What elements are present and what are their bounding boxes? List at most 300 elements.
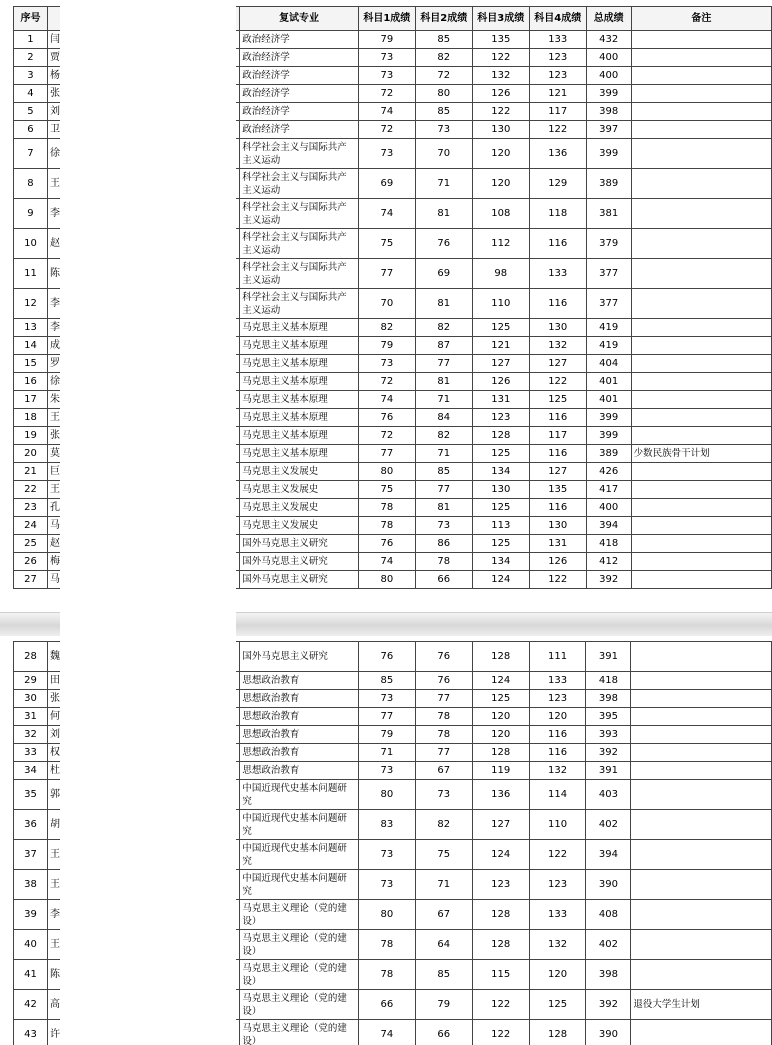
cell-note — [631, 85, 771, 103]
cell-total: 397 — [586, 121, 631, 139]
cell-s2: 73 — [415, 121, 472, 139]
cell-s2: 81 — [415, 499, 472, 517]
cell-s1: 73 — [358, 690, 415, 708]
cell-s1: 77 — [358, 708, 415, 726]
cell-s1: 80 — [358, 571, 415, 589]
cell-s3: 125 — [472, 535, 529, 553]
cell-note — [631, 1020, 772, 1045]
cell-s2: 85 — [415, 31, 472, 49]
cell-name: 田 — [47, 672, 118, 690]
cell-no: 4 — [14, 85, 48, 103]
header-cell-note: 备注 — [631, 7, 771, 31]
cell-note — [631, 642, 772, 672]
cell-no: 30 — [14, 690, 48, 708]
cell-s3: 136 — [472, 780, 529, 810]
cell-s3: 134 — [472, 463, 529, 481]
cell-s1: 73 — [358, 355, 415, 373]
cell-s2: 70 — [415, 139, 472, 169]
cell-s1: 73 — [358, 870, 415, 900]
cell-name: 徐 — [47, 373, 118, 391]
cell-s4: 133 — [529, 31, 586, 49]
cell-s3: 123 — [472, 409, 529, 427]
cell-total: 393 — [586, 726, 631, 744]
cell-s3: 122 — [472, 103, 529, 121]
cell-total: 381 — [586, 199, 631, 229]
header-cell-s1: 科目1成绩 — [358, 7, 415, 31]
cell-s1: 78 — [358, 517, 415, 535]
cell-s4: 122 — [529, 373, 586, 391]
cell-total: 390 — [586, 870, 631, 900]
cell-s1: 80 — [358, 900, 415, 930]
cell-s1: 70 — [358, 289, 415, 319]
cell-s4: 133 — [529, 259, 586, 289]
cell-total: 426 — [586, 463, 631, 481]
cell-s1: 73 — [358, 67, 415, 85]
cell-s1: 73 — [358, 762, 415, 780]
cell-s4: 123 — [529, 67, 586, 85]
cell-s4: 131 — [529, 535, 586, 553]
cell-total: 392 — [586, 744, 631, 762]
cell-s4: 116 — [529, 229, 586, 259]
cell-name: 王 — [47, 840, 118, 870]
cell-major: 国外马克思主义研究 — [240, 642, 359, 672]
cell-major: 思想政治教育 — [240, 762, 359, 780]
cell-no: 23 — [14, 499, 48, 517]
cell-s2: 77 — [415, 744, 472, 762]
cell-s1: 74 — [358, 391, 415, 409]
cell-name: 梅 — [47, 553, 118, 571]
cell-name: 闫 — [47, 31, 118, 49]
cell-no: 2 — [14, 49, 48, 67]
cell-major: 中国近现代史基本问题研究 — [240, 810, 359, 840]
cell-s1: 78 — [358, 960, 415, 990]
cell-name: 胡 — [47, 810, 118, 840]
cell-s3: 124 — [472, 840, 529, 870]
cell-name: 张 — [47, 85, 118, 103]
cell-note — [631, 391, 771, 409]
cell-s3: 135 — [472, 31, 529, 49]
cell-s3: 119 — [472, 762, 529, 780]
cell-name: 王 — [47, 930, 118, 960]
cell-total: 399 — [586, 85, 631, 103]
cell-s2: 64 — [415, 930, 472, 960]
cell-s1: 66 — [358, 990, 415, 1020]
cell-major: 中国近现代史基本问题研究 — [240, 870, 359, 900]
cell-s4: 130 — [529, 517, 586, 535]
cell-total: 412 — [586, 553, 631, 571]
cell-note — [631, 259, 771, 289]
cell-note — [631, 517, 771, 535]
cell-s1: 77 — [358, 445, 415, 463]
cell-s2: 69 — [415, 259, 472, 289]
cell-s3: 128 — [472, 900, 529, 930]
cell-s3: 113 — [472, 517, 529, 535]
cell-note — [631, 870, 772, 900]
cell-total: 402 — [586, 810, 631, 840]
cell-note — [631, 355, 771, 373]
cell-note — [631, 67, 771, 85]
cell-major: 马克思主义理论（党的建设） — [240, 990, 359, 1020]
header-cell-major: 复试专业 — [240, 7, 359, 31]
cell-s4: 127 — [529, 355, 586, 373]
cell-total: 377 — [586, 259, 631, 289]
cell-major: 思想政治教育 — [240, 672, 359, 690]
cell-s4: 123 — [529, 870, 586, 900]
cell-s1: 74 — [358, 1020, 415, 1045]
cell-s3: 132 — [472, 67, 529, 85]
cell-total: 399 — [586, 139, 631, 169]
cell-name: 马 — [47, 517, 118, 535]
cell-note — [631, 199, 771, 229]
cell-s4: 118 — [529, 199, 586, 229]
cell-major: 思想政治教育 — [240, 744, 359, 762]
cell-major: 马克思主义基本原理 — [240, 445, 359, 463]
cell-s2: 85 — [415, 103, 472, 121]
cell-s4: 126 — [529, 553, 586, 571]
header-cell-s2: 科目2成绩 — [415, 7, 472, 31]
cell-s3: 122 — [472, 1020, 529, 1045]
cell-total: 379 — [586, 229, 631, 259]
cell-no: 42 — [14, 990, 48, 1020]
cell-name: 王 — [47, 481, 118, 499]
cell-name: 刘 — [47, 103, 118, 121]
header-cell-no: 序号 — [14, 7, 48, 31]
cell-name: 杜 — [47, 762, 118, 780]
cell-total: 419 — [586, 337, 631, 355]
cell-s2: 75 — [415, 840, 472, 870]
cell-no: 27 — [14, 571, 48, 589]
cell-s4: 122 — [529, 571, 586, 589]
cell-no: 14 — [14, 337, 48, 355]
cell-s4: 136 — [529, 139, 586, 169]
cell-no: 22 — [14, 481, 48, 499]
redaction-mask — [60, 0, 236, 1045]
cell-total: 401 — [586, 373, 631, 391]
cell-note — [631, 409, 771, 427]
cell-s1: 79 — [358, 337, 415, 355]
cell-s4: 135 — [529, 481, 586, 499]
cell-s2: 67 — [415, 900, 472, 930]
cell-no: 40 — [14, 930, 48, 960]
cell-no: 18 — [14, 409, 48, 427]
cell-s2: 78 — [415, 726, 472, 744]
cell-s3: 125 — [472, 319, 529, 337]
cell-note — [631, 535, 771, 553]
cell-name: 刘 — [47, 726, 118, 744]
cell-major: 科学社会主义与国际共产主义运动 — [240, 289, 359, 319]
cell-s4: 123 — [529, 690, 586, 708]
cell-s3: 125 — [472, 690, 529, 708]
cell-s3: 120 — [472, 726, 529, 744]
cell-s1: 74 — [358, 553, 415, 571]
cell-no: 19 — [14, 427, 48, 445]
cell-s3: 122 — [472, 49, 529, 67]
cell-s3: 127 — [472, 810, 529, 840]
cell-no: 11 — [14, 259, 48, 289]
cell-no: 10 — [14, 229, 48, 259]
cell-s2: 67 — [415, 762, 472, 780]
cell-s4: 116 — [529, 289, 586, 319]
header-cell-total: 总成绩 — [586, 7, 631, 31]
cell-s4: 110 — [529, 810, 586, 840]
cell-s2: 72 — [415, 67, 472, 85]
cell-s1: 82 — [358, 319, 415, 337]
cell-note — [631, 169, 771, 199]
cell-s4: 121 — [529, 85, 586, 103]
cell-major: 科学社会主义与国际共产主义运动 — [240, 229, 359, 259]
cell-s3: 108 — [472, 199, 529, 229]
cell-s2: 82 — [415, 319, 472, 337]
cell-s1: 72 — [358, 427, 415, 445]
cell-total: 399 — [586, 427, 631, 445]
cell-s1: 76 — [358, 535, 415, 553]
cell-s4: 130 — [529, 319, 586, 337]
cell-s3: 126 — [472, 85, 529, 103]
cell-no: 3 — [14, 67, 48, 85]
cell-no: 6 — [14, 121, 48, 139]
cell-s4: 117 — [529, 427, 586, 445]
cell-name: 王 — [47, 409, 118, 427]
cell-s3: 120 — [472, 169, 529, 199]
cell-note — [631, 121, 771, 139]
cell-s2: 78 — [415, 708, 472, 726]
cell-s1: 72 — [358, 121, 415, 139]
cell-note — [631, 337, 771, 355]
cell-note — [631, 571, 771, 589]
cell-total: 391 — [586, 762, 631, 780]
cell-s4: 114 — [529, 780, 586, 810]
cell-note — [631, 672, 772, 690]
cell-s2: 71 — [415, 445, 472, 463]
cell-major: 政治经济学 — [240, 85, 359, 103]
cell-no: 39 — [14, 900, 48, 930]
cell-s1: 78 — [358, 930, 415, 960]
cell-note — [631, 427, 771, 445]
cell-no: 26 — [14, 553, 48, 571]
cell-note — [631, 690, 772, 708]
cell-s4: 120 — [529, 708, 586, 726]
cell-total: 390 — [586, 1020, 631, 1045]
cell-no: 17 — [14, 391, 48, 409]
cell-s2: 71 — [415, 169, 472, 199]
cell-major: 马克思主义发展史 — [240, 499, 359, 517]
cell-total: 389 — [586, 445, 631, 463]
cell-no: 9 — [14, 199, 48, 229]
cell-s4: 133 — [529, 672, 586, 690]
cell-s1: 76 — [358, 642, 415, 672]
cell-name: 张 — [47, 690, 118, 708]
cell-no: 12 — [14, 289, 48, 319]
cell-total: 432 — [586, 31, 631, 49]
cell-total: 419 — [586, 319, 631, 337]
cell-major: 政治经济学 — [240, 49, 359, 67]
cell-s4: 132 — [529, 930, 586, 960]
cell-s4: 125 — [529, 391, 586, 409]
cell-s1: 75 — [358, 229, 415, 259]
cell-name: 李 — [47, 199, 118, 229]
cell-s3: 98 — [472, 259, 529, 289]
header-cell-s4: 科目4成绩 — [529, 7, 586, 31]
cell-s3: 134 — [472, 553, 529, 571]
cell-total: 404 — [586, 355, 631, 373]
cell-name: 马 — [47, 571, 118, 589]
cell-name: 陈 — [47, 259, 118, 289]
cell-s3: 128 — [472, 744, 529, 762]
cell-no: 13 — [14, 319, 48, 337]
cell-note — [631, 744, 772, 762]
cell-note — [631, 139, 771, 169]
cell-note — [631, 708, 772, 726]
cell-s1: 72 — [358, 85, 415, 103]
cell-name: 赵 — [47, 535, 118, 553]
cell-name: 巨 — [47, 463, 118, 481]
cell-s2: 77 — [415, 355, 472, 373]
cell-s2: 73 — [415, 517, 472, 535]
cell-name: 李 — [47, 319, 118, 337]
cell-note — [631, 31, 771, 49]
cell-s1: 75 — [358, 481, 415, 499]
cell-total: 400 — [586, 67, 631, 85]
cell-name: 李 — [47, 289, 118, 319]
cell-name: 王 — [47, 870, 118, 900]
cell-name: 贾 — [47, 49, 118, 67]
cell-major: 政治经济学 — [240, 67, 359, 85]
cell-total: 398 — [586, 103, 631, 121]
cell-major: 马克思主义理论（党的建设） — [240, 1020, 359, 1045]
cell-note — [631, 499, 771, 517]
cell-note — [631, 481, 771, 499]
cell-note — [631, 289, 771, 319]
cell-no: 37 — [14, 840, 48, 870]
cell-s1: 85 — [358, 672, 415, 690]
cell-major: 马克思主义基本原理 — [240, 319, 359, 337]
cell-s1: 79 — [358, 726, 415, 744]
cell-s4: 132 — [529, 762, 586, 780]
cell-total: 394 — [586, 840, 631, 870]
cell-s1: 73 — [358, 139, 415, 169]
cell-no: 15 — [14, 355, 48, 373]
cell-s2: 85 — [415, 960, 472, 990]
cell-s1: 79 — [358, 31, 415, 49]
cell-s2: 76 — [415, 672, 472, 690]
cell-no: 16 — [14, 373, 48, 391]
cell-s3: 123 — [472, 870, 529, 900]
cell-name: 魏 — [47, 642, 118, 672]
cell-no: 8 — [14, 169, 48, 199]
cell-major: 马克思主义理论（党的建设） — [240, 930, 359, 960]
cell-total: 408 — [586, 900, 631, 930]
cell-name: 杨 — [47, 67, 118, 85]
cell-major: 科学社会主义与国际共产主义运动 — [240, 259, 359, 289]
cell-s4: 129 — [529, 169, 586, 199]
cell-s2: 76 — [415, 229, 472, 259]
cell-s4: 122 — [529, 840, 586, 870]
cell-s2: 81 — [415, 199, 472, 229]
cell-total: 402 — [586, 930, 631, 960]
cell-s4: 133 — [529, 900, 586, 930]
cell-s3: 131 — [472, 391, 529, 409]
cell-s3: 126 — [472, 373, 529, 391]
cell-s2: 82 — [415, 49, 472, 67]
cell-total: 400 — [586, 499, 631, 517]
header-cell-s3: 科目3成绩 — [472, 7, 529, 31]
cell-s3: 120 — [472, 139, 529, 169]
cell-s3: 121 — [472, 337, 529, 355]
cell-s2: 77 — [415, 690, 472, 708]
cell-no: 32 — [14, 726, 48, 744]
cell-note — [631, 810, 772, 840]
cell-name: 陈 — [47, 960, 118, 990]
cell-total: 398 — [586, 690, 631, 708]
cell-total: 418 — [586, 672, 631, 690]
cell-s3: 122 — [472, 990, 529, 1020]
cell-name: 何 — [47, 708, 118, 726]
cell-no: 43 — [14, 1020, 48, 1045]
cell-s3: 115 — [472, 960, 529, 990]
cell-major: 马克思主义理论（党的建设） — [240, 900, 359, 930]
cell-s4: 128 — [529, 1020, 586, 1045]
cell-no: 20 — [14, 445, 48, 463]
cell-name: 朱 — [47, 391, 118, 409]
cell-note — [631, 373, 771, 391]
cell-name: 王 — [47, 169, 118, 199]
cell-s3: 128 — [472, 642, 529, 672]
cell-s2: 87 — [415, 337, 472, 355]
cell-note — [631, 553, 771, 571]
cell-s2: 73 — [415, 780, 472, 810]
cell-no: 5 — [14, 103, 48, 121]
cell-major: 科学社会主义与国际共产主义运动 — [240, 169, 359, 199]
cell-no: 7 — [14, 139, 48, 169]
cell-note — [631, 762, 772, 780]
cell-total: 377 — [586, 289, 631, 319]
cell-major: 马克思主义发展史 — [240, 463, 359, 481]
cell-s2: 78 — [415, 553, 472, 571]
cell-s2: 85 — [415, 463, 472, 481]
cell-major: 科学社会主义与国际共产主义运动 — [240, 139, 359, 169]
cell-name: 权 — [47, 744, 118, 762]
cell-s3: 127 — [472, 355, 529, 373]
cell-total: 389 — [586, 169, 631, 199]
cell-name: 张 — [47, 427, 118, 445]
cell-major: 马克思主义基本原理 — [240, 427, 359, 445]
cell-s1: 78 — [358, 499, 415, 517]
cell-s3: 124 — [472, 571, 529, 589]
cell-major: 思想政治教育 — [240, 690, 359, 708]
cell-s4: 120 — [529, 960, 586, 990]
cell-total: 399 — [586, 409, 631, 427]
cell-s1: 71 — [358, 744, 415, 762]
cell-no: 29 — [14, 672, 48, 690]
cell-total: 417 — [586, 481, 631, 499]
cell-major: 马克思主义发展史 — [240, 481, 359, 499]
cell-s2: 71 — [415, 391, 472, 409]
cell-s4: 116 — [529, 445, 586, 463]
cell-major: 政治经济学 — [240, 121, 359, 139]
cell-total: 391 — [586, 642, 631, 672]
cell-no: 35 — [14, 780, 48, 810]
cell-note: 少数民族骨干计划 — [631, 445, 771, 463]
cell-major: 马克思主义理论（党的建设） — [240, 960, 359, 990]
cell-major: 中国近现代史基本问题研究 — [240, 780, 359, 810]
cell-name: 孔 — [47, 499, 118, 517]
cell-s2: 66 — [415, 1020, 472, 1045]
cell-note — [631, 726, 772, 744]
cell-s4: 116 — [529, 409, 586, 427]
cell-s3: 130 — [472, 481, 529, 499]
cell-s3: 125 — [472, 445, 529, 463]
cell-s4: 132 — [529, 337, 586, 355]
